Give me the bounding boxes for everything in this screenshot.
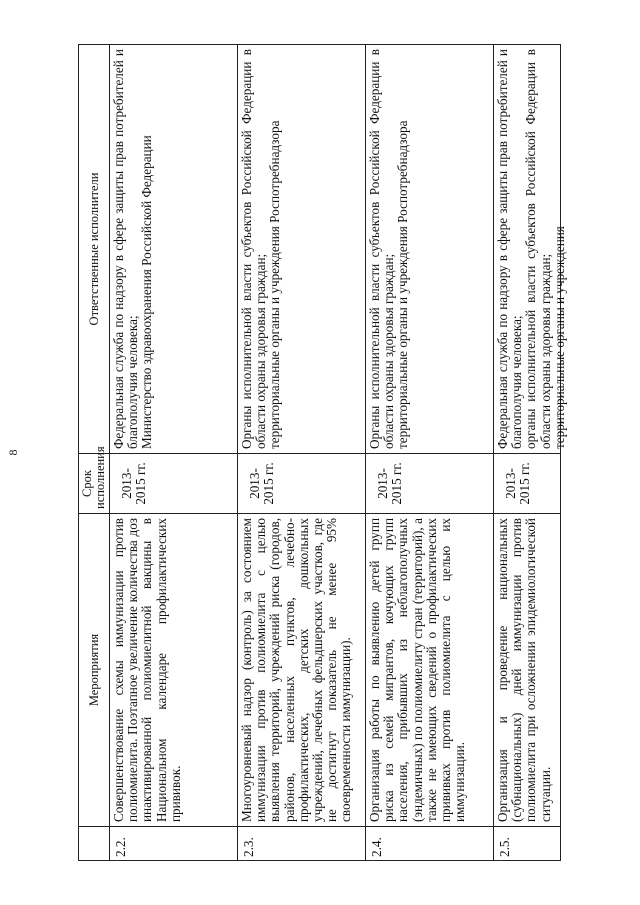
row-number: 2.3. <box>238 827 366 861</box>
row-responsible <box>110 45 238 454</box>
table-row <box>366 45 494 861</box>
measures-table <box>78 44 567 861</box>
row-activity: Многоуровневый надзор (контроль) за состоянием иммунизации против полиомиелита с целью выявления территорий, учреждений риска (городов, районов, населенных пунктов, лечебно-профилактических, детских дошкольных учреждений, лечебных фельдшерских участков, где не достигнут показатель не менее 95% своевременности иммунизации). <box>238 514 366 827</box>
table-row <box>494 45 561 861</box>
header-responsible: Ответственные исполнители <box>79 45 110 454</box>
row-activity-text: Организация и проведение национальных (субнациональных) дней иммунизации против полиомиелита при осложнении эпидемиологической ситуации. <box>495 518 553 822</box>
responsible-line: территориальные органы и учреждения Роспотребнадзора <box>267 120 283 449</box>
row-activity <box>494 514 561 827</box>
row-activity: Организация работы по выявлению детей групп риска из семей мигрантов, кочующих групп населения, прибывших из неблагополучных (эндемичных) по полиомиелиту стран (территорий), а также не имеющих сведений о профилактических прививках против полиомиелита с целью их иммунизации. <box>366 514 494 827</box>
row-term: 2013-2015 гг. <box>366 454 494 514</box>
table-row <box>110 45 238 861</box>
row-activity: Совершенствование схемы иммунизации против полиомиелита. Поэтапное увеличение количества доз инактивированной полиомиелитной вакцины в Национальном календаре профилактических прививок. <box>110 514 238 827</box>
table-row <box>238 45 366 861</box>
responsible-line: территориальные органы и учреждения <box>551 226 567 449</box>
responsible-line: Министерство здравоохранения Российской Федерации <box>139 135 155 449</box>
responsible-line: Федеральная служба по надзору в сфере защиты прав потребителей и благополучия человека; <box>495 49 525 449</box>
row-number: 2.4. <box>366 827 494 861</box>
page-number: 8 <box>6 449 20 456</box>
table-header-row <box>79 45 110 861</box>
responsible-line: Органы исполнительной власти субъектов Российской Федерации в области охраны здоровья граждан; <box>367 49 397 449</box>
responsible-line: Органы исполнительной власти субъектов Российской Федерации в области охраны здоровья граждан; <box>239 49 269 449</box>
row-number: 2.2. <box>110 827 238 861</box>
row-term: 2013-2015 гг. <box>110 454 238 514</box>
row-responsible <box>366 45 494 454</box>
header-number <box>79 827 110 861</box>
row-responsible <box>494 45 567 454</box>
row-number: 2.5. <box>494 827 561 861</box>
row-term: 2013-2015 гг. <box>494 454 561 514</box>
row-responsible <box>238 45 366 454</box>
header-term: Срок исполнения <box>79 454 110 514</box>
header-activities: Мероприятия <box>79 514 110 827</box>
responsible-line: органы исполнительной власти субъектов Российской Федерации в области охраны здоровья граждан; <box>523 49 553 449</box>
responsible-line: Федеральная служба по надзору в сфере защиты прав потребителей и благополучия человека; <box>111 49 141 449</box>
row-term: 2013-2015 гг. <box>238 454 366 514</box>
responsible-line: территориальные органы и учреждения Роспотребнадзора <box>395 120 411 449</box>
row-responsible-text <box>495 49 567 449</box>
